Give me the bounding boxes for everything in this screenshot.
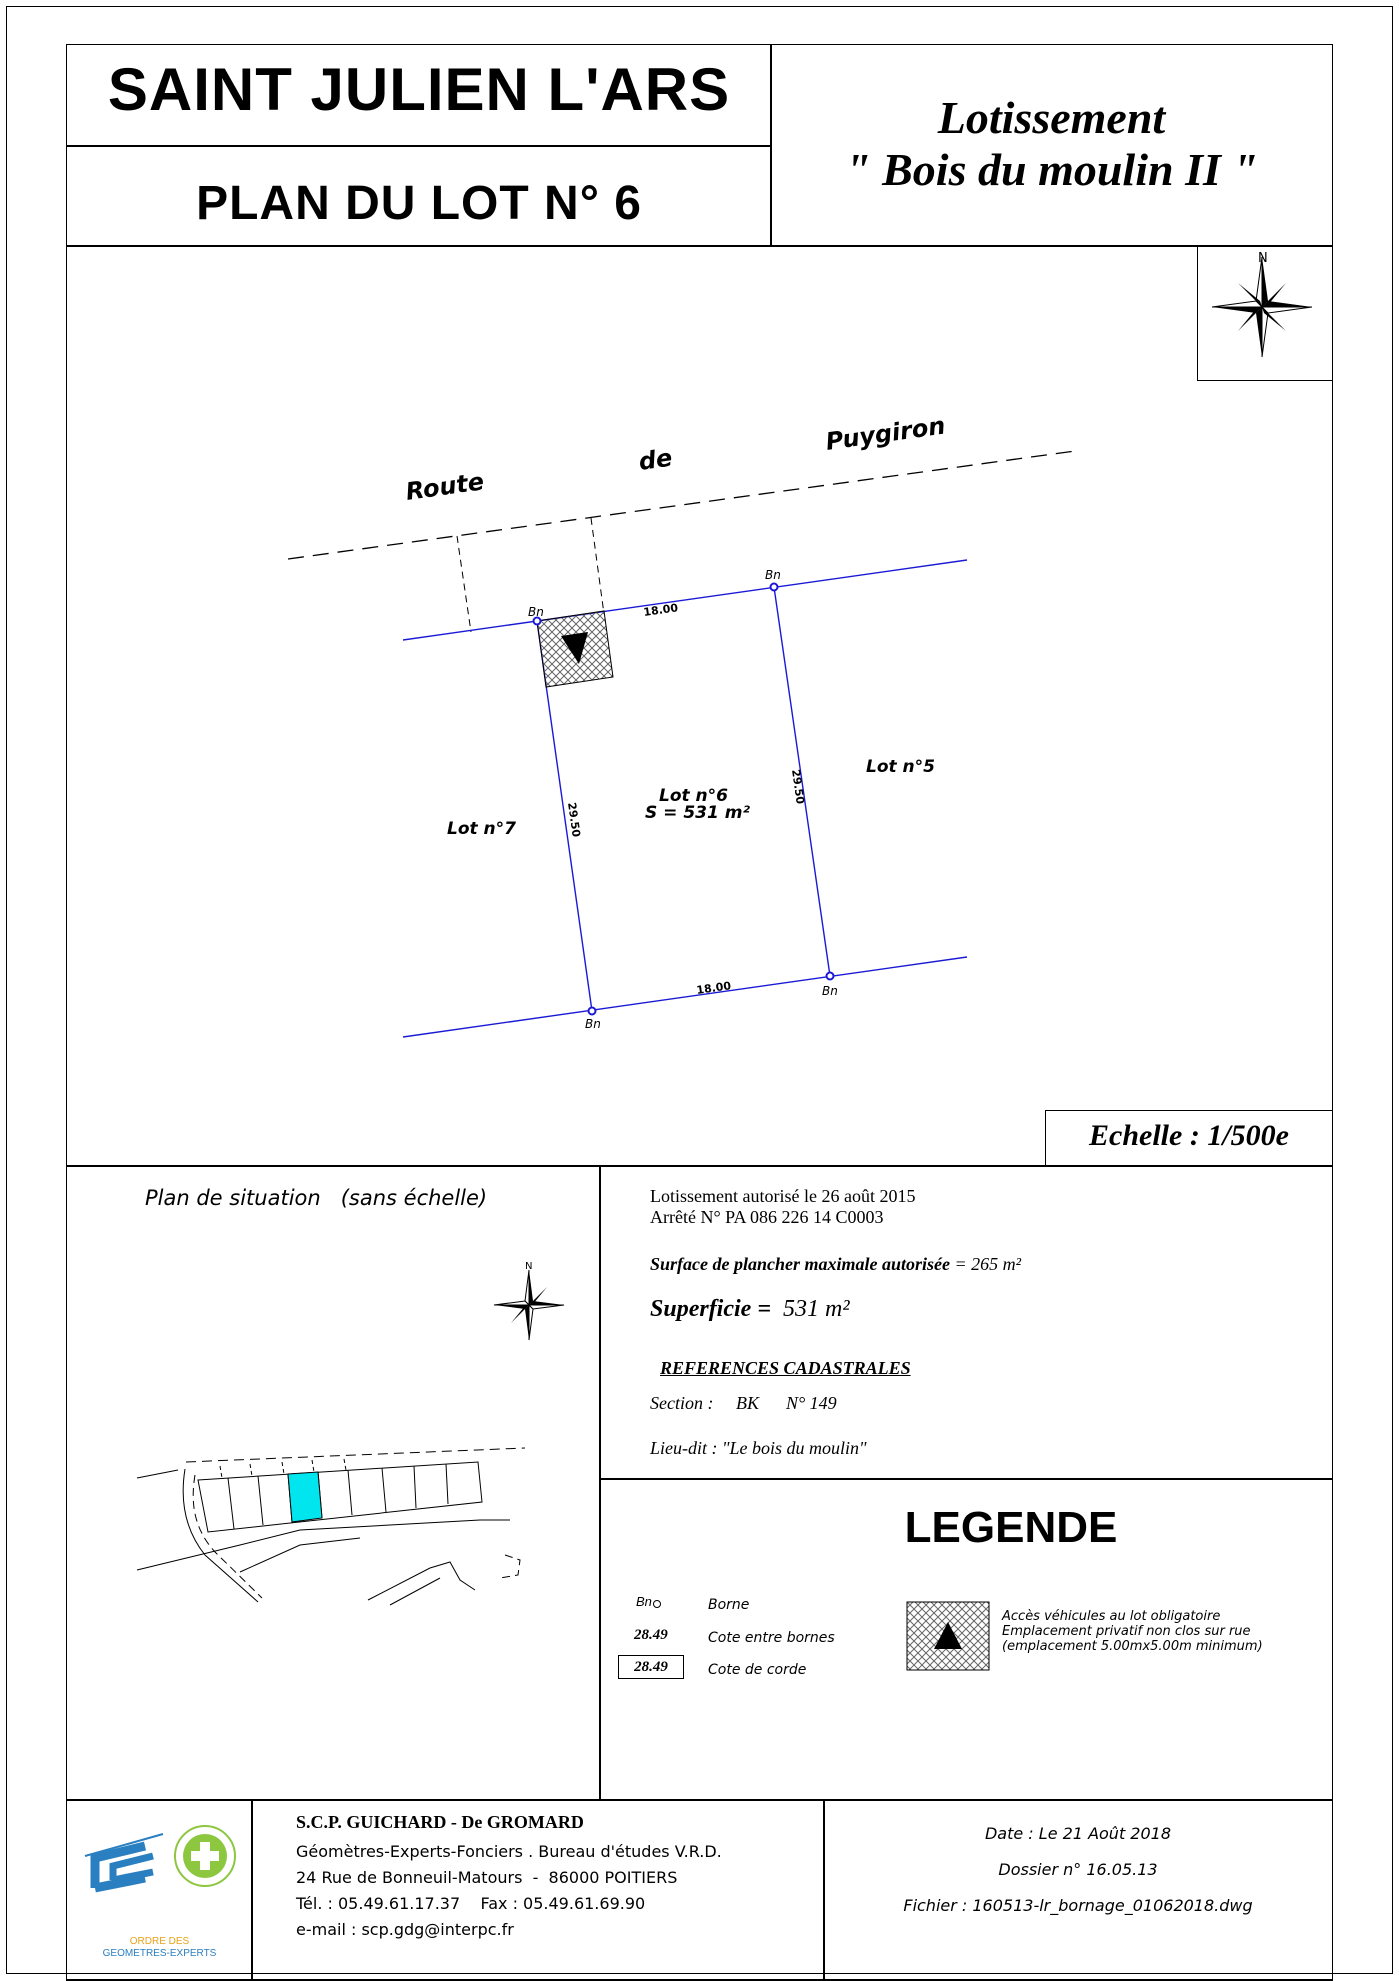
legend-acces-line3: (emplacement 5.00mx5.00m minimum) xyxy=(1002,1639,1263,1654)
lot7-label: Lot n°7 xyxy=(447,819,516,839)
situation-compass-icon xyxy=(494,1270,564,1340)
company-line1: Géomètres-Experts-Fonciers . Bureau d'études V.R.D. xyxy=(296,1842,722,1861)
footer-company-box xyxy=(251,1799,825,1981)
situation-lot6-highlight xyxy=(288,1472,322,1522)
legend-acces-line1: Accès véhicules au lot obligatoire xyxy=(1002,1609,1221,1624)
scale-label: Echelle : 1/500e xyxy=(1089,1119,1289,1152)
situation-north-label: N xyxy=(525,1261,533,1272)
lotissement-line2: " Bois du moulin II " xyxy=(845,144,1258,195)
company-email: e-mail : scp.gdg@interpc.fr xyxy=(296,1920,514,1939)
dimension-bottom: 18.00 xyxy=(695,979,732,997)
borne-symbol-icon xyxy=(653,1600,661,1608)
company-name: S.C.P. GUICHARD - De GROMARD xyxy=(296,1812,584,1832)
road-word-de: de xyxy=(636,443,674,476)
footer-dossier: Dossier n° 16.05.13 xyxy=(998,1860,1158,1879)
lotissement-line1: Lotissement xyxy=(937,92,1166,143)
superficie-value: 531 m² xyxy=(783,1296,850,1322)
footer-date: Date : Le 21 Août 2018 xyxy=(984,1824,1172,1843)
dimension-right: 29.50 xyxy=(789,768,807,805)
lot6-name: Lot n°6 xyxy=(659,786,728,806)
lieu-dit: Lieu-dit : "Le bois du moulin" xyxy=(650,1438,867,1458)
legend-cote-entre: Cote entre bornes xyxy=(708,1630,835,1646)
dimension-top: 18.00 xyxy=(642,601,679,619)
logo-text-ordre: ORDRE DES xyxy=(129,1936,190,1947)
info-box xyxy=(599,1165,1333,1480)
superficie-line xyxy=(650,1296,850,1323)
borne-label: Bn xyxy=(765,568,781,582)
legend-cote-value: 28.49 xyxy=(634,1627,668,1643)
borne-label: Bn xyxy=(585,1017,601,1031)
legend-cote-corde: Cote de corde xyxy=(708,1662,807,1678)
borne-label: Bn xyxy=(528,605,544,619)
footer-logo-box xyxy=(66,1799,253,1981)
legend-title: LEGENDE xyxy=(904,1503,1118,1552)
info-line2: Arrêté N° PA 086 226 14 C0003 xyxy=(650,1207,884,1227)
legend-corde-value: 28.49 xyxy=(618,1655,684,1679)
superficie-label: Superficie = xyxy=(650,1296,771,1322)
ref-title: REFERENCES CADASTRALES xyxy=(660,1358,911,1378)
legend-borne: Borne xyxy=(708,1597,750,1613)
lot6-area: S = 531 m² xyxy=(645,803,750,823)
lot5-label: Lot n°5 xyxy=(866,757,935,777)
ordre-geometres-logo xyxy=(75,1818,245,1918)
footer-file-box xyxy=(823,1799,1333,1981)
legend-box xyxy=(599,1478,1333,1801)
borne-label: Bn xyxy=(822,984,838,998)
city-title: SAINT JULIEN L'ARS xyxy=(107,56,731,123)
legend-bn-symbol xyxy=(636,1594,661,1609)
info-line1: Lotissement autorisé le 26 août 2015 xyxy=(650,1186,916,1206)
company-line3: Tél. : 05.49.61.17.37 Fax : 05.49.61.69.90 xyxy=(296,1894,646,1913)
logo-text-geometres: GEOMETRES-EXPERTS xyxy=(102,1948,217,1959)
section-line: Section : BK N° 149 xyxy=(650,1393,837,1413)
legend-acces-line2: Emplacement privatif non clos sur rue xyxy=(1002,1624,1251,1639)
company-line2: 24 Rue de Bonneuil-Matours - 86000 POITIERS xyxy=(296,1868,678,1887)
situation-title: Plan de situation (sans échelle) xyxy=(145,1186,488,1210)
north-label: N xyxy=(1258,251,1268,266)
road-word-route: Route xyxy=(403,467,486,506)
footer-fichier: Fichier : 160513-lr_bornage_01062018.dwg xyxy=(903,1896,1253,1915)
road-word-puygiron: Puygiron xyxy=(823,411,947,456)
plan-title: PLAN DU LOT N° 6 xyxy=(196,177,642,230)
surface-label: Surface de plancher maximale autorisée xyxy=(650,1254,950,1274)
surface-line xyxy=(650,1254,1021,1275)
legend-bn-label: Bn xyxy=(636,1594,652,1609)
surface-value: = 265 m² xyxy=(954,1254,1022,1274)
legend-access-symbol xyxy=(906,1601,992,1673)
dimension-left: 29.50 xyxy=(565,801,583,838)
